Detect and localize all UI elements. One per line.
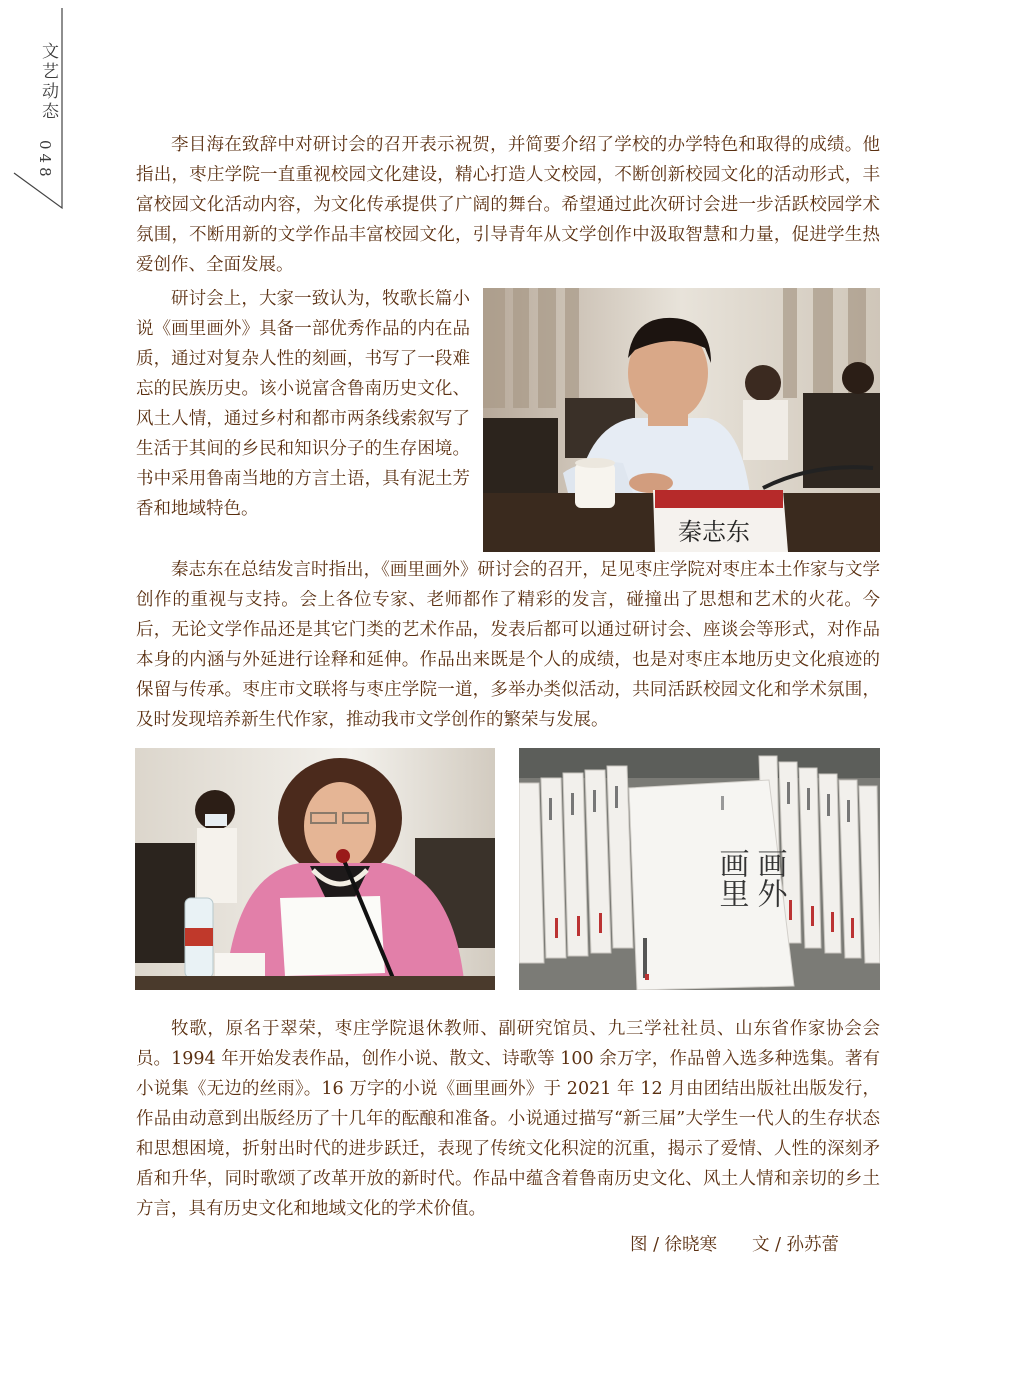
paragraph-4: 牧歌，原名于翠荣，枣庄学院退休教师、副研究馆员、九三学社社员、山东省作家协会会员。1994 年开始发表作品，创作小说、散文、诗歌等 100 余万字，作品曾入选多种选集。著有小说集《无边的丝雨》。16 万字的小说《画里画外》于 2021 年 12 月由团结出版社出版发行，作品由动意到出版经历了十几年的酝酿和准备。小说通过描写“新三届”大学生一代人的生存状态和思想困境，折射出时代的进步跃迁，表现了传统文化积淀的沉重，揭示了爱情、人性的深刻矛盾和升华，同时歌颂了改革开放的新时代。作品中蕴含着鲁南历史文化、风土人情和亲切的乡土方言，具有历史文化和地域文化的学术价值。 bbox=[136, 1019, 880, 1219]
section-label: 文艺动态 bbox=[38, 42, 58, 122]
photo-speaker-man bbox=[483, 288, 880, 552]
photo-books bbox=[519, 748, 880, 990]
page-number: 048 bbox=[36, 140, 54, 181]
paragraph-3: 秦志东在总结发言时指出，《画里画外》研讨会的召开，足见枣庄学院对枣庄本土作家与文学创作的重视与支持。会上各位专家、老师都作了精彩的发言，碰撞出了思想和艺术的火花。今后，无论文学作品还是其它门类的艺术作品，发表后都可以通过研讨会、座谈会等形式，对作品本身的内涵与外延进行诠释和延伸。作品出来既是个人的成绩，也是对枣庄本地历史文化痕迹的保留与传承。枣庄市文联将与枣庄学院一道，多举办类似活动，共同活跃校园文化和学术氛围，及时发现培养新生代作家，推动我市文学创作的繁荣与发展。 bbox=[136, 560, 880, 730]
book-title-line2: 画外 bbox=[751, 848, 787, 908]
photo-speaker-woman bbox=[135, 748, 495, 990]
book-title-line1: 画里 bbox=[713, 848, 749, 908]
paragraph-2: 研讨会上，大家一致认为，牧歌长篇小说《画里画外》具备一部优秀作品的内在品质，通过对复杂人性的刻画，书写了一段难忘的民族历史。该小说富含鲁南历史文化、风土人情，通过乡村和都市两条线索叙写了生活于其间的乡民和知识分子的生存困境。书中采用鲁南当地的方言土语，具有泥土芳香和地域特色。 bbox=[136, 289, 470, 519]
photo-text-credit: 图 / 徐晓寒 文 / 孙苏蕾 bbox=[630, 1235, 840, 1255]
nameplate-text: 秦志东 bbox=[678, 518, 750, 546]
paragraph-1: 李目海在致辞中对研讨会的召开表示祝贺，并简要介绍了学校的办学特色和取得的成绩。他指出，枣庄学院一直重视校园文化建设，精心打造人文校园，不断创新校园文化的活动形式，丰富校园文化活动内容，为文化传承提供了广阔的舞台。希望通过此次研讨会进一步活跃校园学术氛围，不断用新的文学作品丰富校园文化，引导青年从文学创作中汲取智慧和力量，促进学生热爱创作、全面发展。 bbox=[136, 135, 880, 275]
